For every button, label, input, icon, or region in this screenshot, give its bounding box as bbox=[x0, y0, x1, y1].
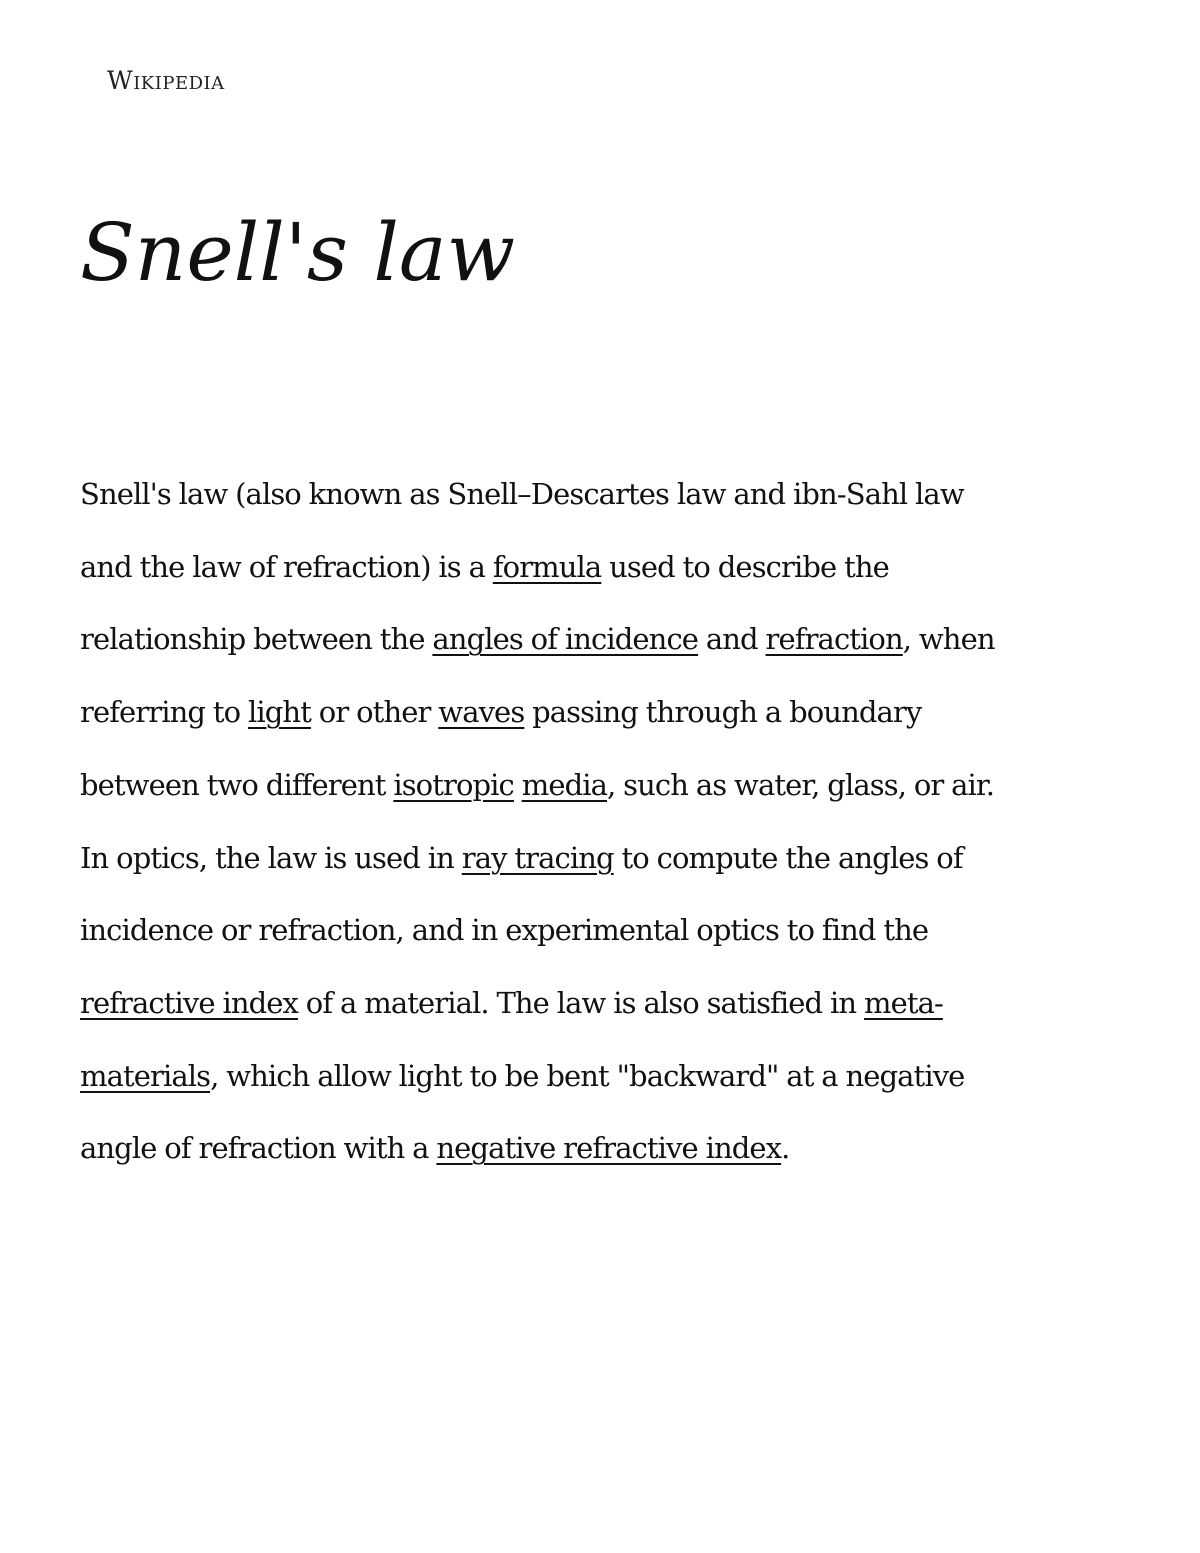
text-run: and bbox=[698, 622, 766, 657]
paragraph-line bbox=[80, 967, 1140, 1040]
link-angles-of-incidence[interactable]: angles of incidence bbox=[432, 622, 699, 657]
text-run: used to describe the bbox=[601, 549, 889, 584]
link-ray-tracing[interactable]: ray tracing bbox=[461, 840, 614, 875]
paragraph-line bbox=[80, 749, 1140, 822]
article-intro-paragraph bbox=[80, 458, 1140, 1185]
text-run: , such as water, glass, or air. bbox=[607, 767, 995, 802]
text-run: relationship between the bbox=[80, 622, 433, 657]
link-refraction[interactable]: refraction bbox=[765, 622, 903, 657]
text-run: . bbox=[781, 1131, 790, 1166]
link-negative-refractive-index[interactable]: negative refractive index bbox=[436, 1131, 782, 1166]
link-waves[interactable]: waves bbox=[438, 695, 525, 730]
text-run: referring to bbox=[80, 695, 249, 730]
text-run: incidence or refraction, and in experimental optics to find the bbox=[80, 913, 929, 948]
text-run: , when bbox=[902, 622, 995, 657]
wikipedia-logo[interactable]: Wikipedia bbox=[107, 66, 225, 95]
paragraph-line bbox=[80, 1040, 1140, 1113]
link-metamaterials[interactable]: materials bbox=[80, 1058, 211, 1093]
page-title: Snell's law bbox=[80, 206, 516, 299]
text-run: passing through a boundary bbox=[524, 695, 922, 730]
text-run: and the law of refraction) is a bbox=[80, 549, 493, 584]
paragraph-line bbox=[80, 603, 1140, 676]
text-run: angle of refraction with a bbox=[80, 1131, 437, 1166]
text-run bbox=[514, 768, 522, 802]
link-media[interactable]: media bbox=[521, 767, 608, 802]
paragraph-line bbox=[80, 894, 1140, 967]
paragraph-line bbox=[80, 822, 1140, 895]
text-run: , which allow light to be bent "backward" at a negative bbox=[210, 1058, 965, 1093]
link-light[interactable]: light bbox=[248, 695, 311, 730]
paragraph-line bbox=[80, 531, 1140, 604]
link-isotropic[interactable]: isotropic bbox=[393, 767, 514, 802]
text-run: of a material. The law is also satisfied in bbox=[297, 985, 864, 1020]
link-metamaterials[interactable]: meta- bbox=[863, 985, 943, 1020]
text-run: between two different bbox=[80, 767, 394, 802]
text-run: or other bbox=[310, 695, 439, 730]
link-formula[interactable]: formula bbox=[492, 549, 602, 584]
text-run: In optics, the law is used in bbox=[80, 840, 462, 875]
text-run: to compute the angles of bbox=[613, 840, 963, 875]
paragraph-line bbox=[80, 1112, 1140, 1185]
paragraph-line bbox=[80, 458, 1140, 531]
paragraph-line bbox=[80, 676, 1140, 749]
link-refractive-index[interactable]: refractive index bbox=[80, 985, 298, 1020]
text-run: Snell's law (also known as Snell–Descartes law and ibn-Sahl law bbox=[80, 477, 964, 511]
